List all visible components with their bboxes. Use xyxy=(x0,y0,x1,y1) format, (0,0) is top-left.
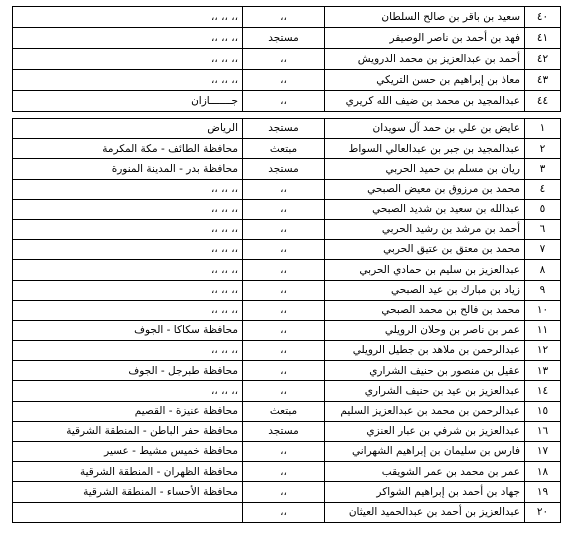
status-cell: ،، xyxy=(243,361,325,381)
status-cell: ،، xyxy=(243,91,325,112)
table-row xyxy=(13,119,561,139)
status-cell: مستجد xyxy=(243,421,325,441)
person-name: عايض بن علي بن حمد آل سويدان xyxy=(325,119,525,139)
table-row xyxy=(13,199,561,219)
row-number: ٣ xyxy=(525,159,561,179)
person-name: محمد بن فالح بن محمد الصبحي xyxy=(325,300,525,320)
person-name: عبدالمجيد بن محمد بن ضيف الله كريري xyxy=(325,91,525,112)
top-table-body xyxy=(13,7,561,112)
person-name: معاذ بن إبراهيم بن حسن التريكي xyxy=(325,70,525,91)
row-number: ١٣ xyxy=(525,361,561,381)
person-name: عبدالرحمن بن محمد بن عبدالعزيز السليم xyxy=(325,401,525,421)
row-number: ١٤ xyxy=(525,381,561,401)
person-name: سعيد بن باقر بن صالح السلطان xyxy=(325,7,525,28)
location-cell: ،، ،، ،، xyxy=(13,199,243,219)
table-row xyxy=(13,7,561,28)
table-row xyxy=(13,381,561,401)
person-name: عبدالله بن سعيد بن شديد الصبحي xyxy=(325,199,525,219)
row-number: ٤١ xyxy=(525,28,561,49)
table-row xyxy=(13,401,561,421)
person-name: زياد بن مبارك بن عيد الصبحي xyxy=(325,280,525,300)
status-cell: مبتعث xyxy=(243,139,325,159)
table-row xyxy=(13,442,561,462)
person-name: عقيل بن منصور بن حنيف الشراري xyxy=(325,361,525,381)
row-number: ٨ xyxy=(525,260,561,280)
location-cell: محافظة طبرجل - الجوف xyxy=(13,361,243,381)
row-number: ١٦ xyxy=(525,421,561,441)
table-row xyxy=(13,139,561,159)
table-row xyxy=(13,179,561,199)
table-row xyxy=(13,421,561,441)
person-name: عبدالمجيد بن جبر بن عبدالعالي السواط xyxy=(325,139,525,159)
table-row xyxy=(13,502,561,522)
location-cell xyxy=(13,502,243,522)
row-number: ٥ xyxy=(525,199,561,219)
person-name: عمر بن ناصر بن وحلان الرويلي xyxy=(325,320,525,340)
status-cell: ،، xyxy=(243,240,325,260)
table-row xyxy=(13,341,561,361)
status-cell: ،، xyxy=(243,442,325,462)
row-number: ١١ xyxy=(525,320,561,340)
status-cell: ،، xyxy=(243,502,325,522)
row-number: ٧ xyxy=(525,240,561,260)
status-cell: مبتعث xyxy=(243,401,325,421)
person-name: عبدالعزيز بن عيد بن حنيف الشراري xyxy=(325,381,525,401)
status-cell: ،، xyxy=(243,341,325,361)
row-number: ١٥ xyxy=(525,401,561,421)
location-cell: ،، ،، ،، xyxy=(13,240,243,260)
status-cell: ،، xyxy=(243,260,325,280)
table-row xyxy=(13,49,561,70)
status-cell: ،، xyxy=(243,49,325,70)
row-number: ١٠ xyxy=(525,300,561,320)
status-cell: ،، xyxy=(243,199,325,219)
main-table-body xyxy=(13,119,561,523)
row-number: ١٢ xyxy=(525,341,561,361)
person-name: عبدالعزيز بن سليم بن حمادي الحربي xyxy=(325,260,525,280)
status-cell: مستجد xyxy=(243,159,325,179)
person-name: عمر بن محمد بن عمر الشويقب xyxy=(325,462,525,482)
row-number: ٩ xyxy=(525,280,561,300)
status-cell: ،، xyxy=(243,462,325,482)
person-name: فهد بن أحمد بن ناصر الوصيفر xyxy=(325,28,525,49)
location-cell: محافظة عنيزة - القصيم xyxy=(13,401,243,421)
status-cell: ،، xyxy=(243,70,325,91)
person-name: عبدالعزيز بن أحمد بن عبدالحميد العيثان xyxy=(325,502,525,522)
person-name: جهاد بن أحمد بن إبراهيم الشواكر xyxy=(325,482,525,502)
person-name: أحمد بن عبدالعزيز بن محمد الدرويش xyxy=(325,49,525,70)
status-cell: ،، xyxy=(243,482,325,502)
status-cell: ،، xyxy=(243,179,325,199)
person-name: محمد بن معتق بن عتيق الحربي xyxy=(325,240,525,260)
status-cell: ،، xyxy=(243,300,325,320)
location-cell: جـــــــازان xyxy=(13,91,243,112)
location-cell: ،، ،، ،، xyxy=(13,280,243,300)
location-cell: محافظة الطائف - مكة المكرمة xyxy=(13,139,243,159)
table-row xyxy=(13,28,561,49)
location-cell: ،، ،، ،، xyxy=(13,260,243,280)
location-cell: محافظة بدر - المدينة المنورة xyxy=(13,159,243,179)
person-name: أحمد بن مرشد بن رشيد الحربي xyxy=(325,219,525,239)
table-row xyxy=(13,70,561,91)
status-cell: ،، xyxy=(243,7,325,28)
status-cell: ،، xyxy=(243,381,325,401)
person-name: ريان بن مسلم بن حميد الحربي xyxy=(325,159,525,179)
location-cell: ،، ،، ،، xyxy=(13,7,243,28)
location-cell: الرياض xyxy=(13,119,243,139)
main-table xyxy=(12,118,561,523)
location-cell: ،، ،، ،، xyxy=(13,28,243,49)
status-cell: مستجد xyxy=(243,28,325,49)
row-number: ١٨ xyxy=(525,462,561,482)
person-name: عبدالعزيز بن شرفي بن عبار العنزي xyxy=(325,421,525,441)
row-number: ١ xyxy=(525,119,561,139)
row-number: ٤٤ xyxy=(525,91,561,112)
location-cell: ،، ،، ،، xyxy=(13,381,243,401)
table-row xyxy=(13,260,561,280)
row-number: ٢ xyxy=(525,139,561,159)
top-table xyxy=(12,6,561,112)
status-cell: ،، xyxy=(243,219,325,239)
row-number: ١٧ xyxy=(525,442,561,462)
table-row xyxy=(13,300,561,320)
person-name: محمد بن مرزوق بن معيض الصبحي xyxy=(325,179,525,199)
row-number: ٤٢ xyxy=(525,49,561,70)
row-number: ٦ xyxy=(525,219,561,239)
row-number: ١٩ xyxy=(525,482,561,502)
location-cell: محافظة سكاكا - الجوف xyxy=(13,320,243,340)
location-cell: محافظة الأحساء - المنطقة الشرقية xyxy=(13,482,243,502)
location-cell: محافظة الظهران - المنطقة الشرقية xyxy=(13,462,243,482)
table-row xyxy=(13,361,561,381)
person-name: عبدالرحمن بن ملاهد بن جطيل الرويلي xyxy=(325,341,525,361)
table-row xyxy=(13,462,561,482)
table-row xyxy=(13,320,561,340)
row-number: ٤ xyxy=(525,179,561,199)
row-number: ٢٠ xyxy=(525,502,561,522)
location-cell: ،، ،، ،، xyxy=(13,219,243,239)
status-cell: ،، xyxy=(243,280,325,300)
table-row xyxy=(13,91,561,112)
table-row xyxy=(13,240,561,260)
location-cell: ،، ،، ،، xyxy=(13,70,243,91)
location-cell: محافظة حفر الباطن - المنطقة الشرقية xyxy=(13,421,243,441)
location-cell: ،، ،، ،، xyxy=(13,49,243,70)
location-cell: ،، ،، ،، xyxy=(13,341,243,361)
location-cell: ،، ،، ،، xyxy=(13,179,243,199)
person-name: فارس بن سليمان بن إبراهيم الشهراني xyxy=(325,442,525,462)
row-number: ٤٣ xyxy=(525,70,561,91)
location-cell: محافظة خميس مشيط - عسير xyxy=(13,442,243,462)
row-number: ٤٠ xyxy=(525,7,561,28)
table-row xyxy=(13,280,561,300)
location-cell: ،، ،، ،، xyxy=(13,300,243,320)
table-row xyxy=(13,482,561,502)
status-cell: ،، xyxy=(243,320,325,340)
table-row xyxy=(13,219,561,239)
status-cell: مستجد xyxy=(243,119,325,139)
table-row xyxy=(13,159,561,179)
